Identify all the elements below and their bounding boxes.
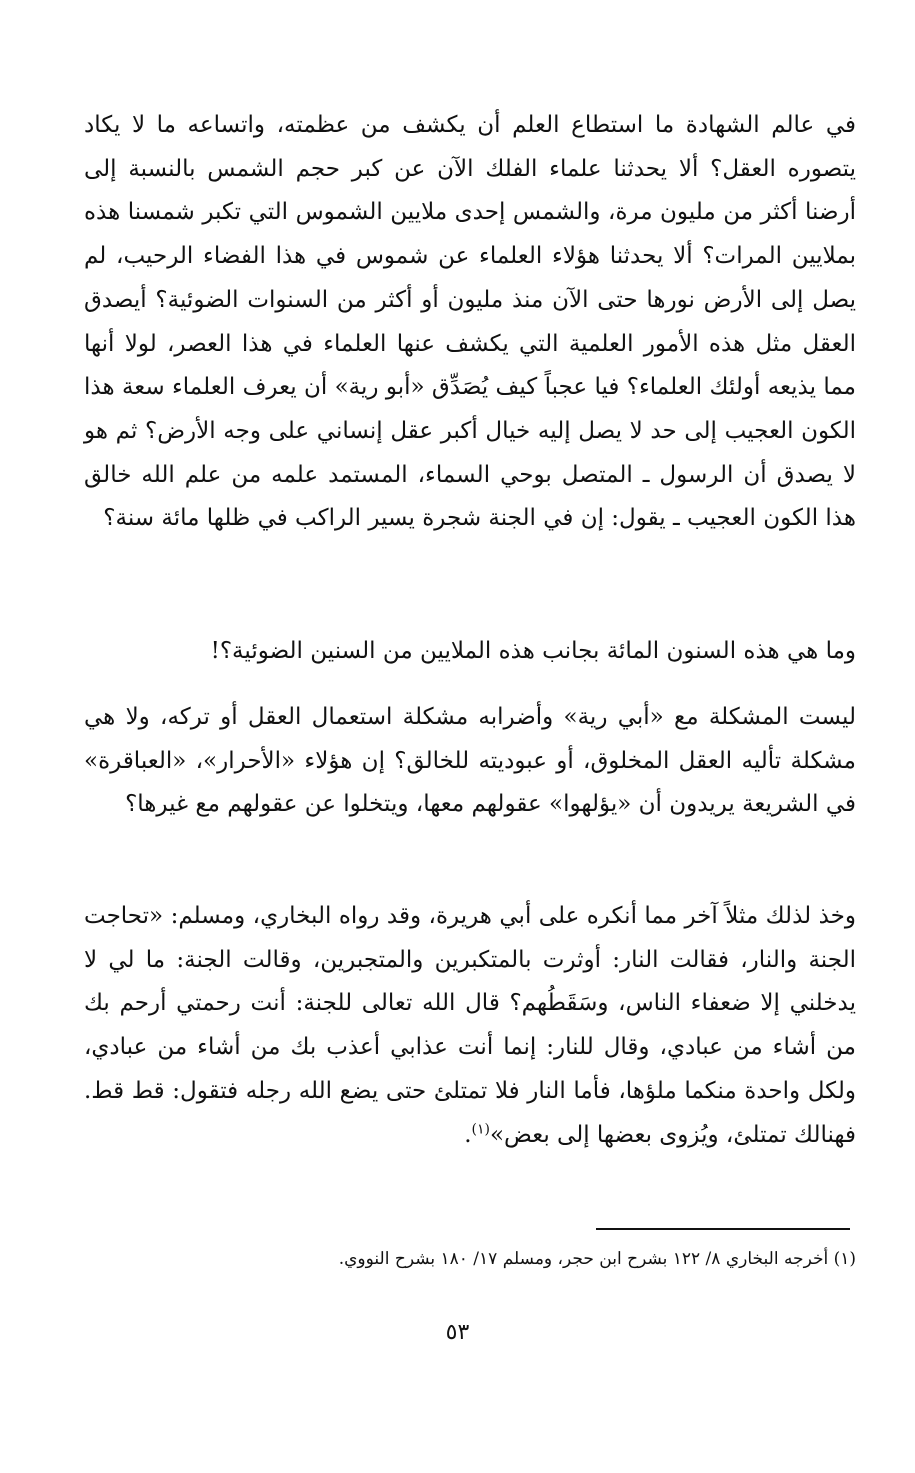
body-paragraph-2: وما هي هذه السنون المائة بجانب هذه الملايين من السنين الضوئية؟! bbox=[210, 638, 856, 664]
body-paragraph-1: في عالم الشهادة ما استطاع العلم أن يكشف من عظمته، واتساعه ما لا يكاد يتصوره العقل؟ ألا يحدثنا علماء الفلك الآن عن كبر حجم الشمس بالنسبة إلى أرضنا أكثر من مليون مرة، والشمس إحدى ملايين الشموس التي تكبر شمسنا هذه بملايين المرات؟ ألا يحدثنا هؤلاء العلماء عن شموس في هذا الفضاء الرحيب، لم يصل إلى الأرض نورها حتى الآن منذ مليون أو أكثر من السنوات الضوئية؟ أيصدق العقل مثل هذه الأمور العلمية التي يكشف عنها العلماء في هذا العصر، لولا أنها مما يذيعه أولئك العلماء؟ فيا عجباً كيف يُصَدِّق «أبو رية» أن يعرف العلماء سعة هذا الكون العجيب إلى حد لا يصل إليه خيال أكبر عقل إنساني على وجه الأرض؟ ثم هو لا يصدق أن الرسول ـ المتصل بوحي السماء، المستمد علمه من علم الله خالق هذا الكون العجيب ـ يقول: إن في الجنة شجرة يسير الراكب في ظلها مائة سنة؟ bbox=[84, 112, 856, 532]
body-paragraph-4 bbox=[84, 895, 856, 1157]
page-number: ٥٣ bbox=[445, 1320, 470, 1345]
footnote-reference[interactable]: (١) bbox=[471, 1120, 490, 1137]
footnote: (١) أخرجه البخاري ٨/ ١٢٢ بشرح ابن حجر، ومسلم ١٧/ ١٨٠ بشرح النووي. bbox=[338, 1249, 856, 1269]
body-paragraph-3: ليست المشكلة مع «أبي رية» وأضرابه مشكلة استعمال العقل أو تركه، ولا هي مشكلة تأليه العقل المخلوق، أو عبوديته للخالق؟ إن هؤلاء «الأحرار»، «العباقرة» في الشريعة يريدون أن «يؤلهوا» عقولهم معها، ويتخلوا عن عقولهم مع غيرها؟ bbox=[84, 704, 856, 818]
footnote-divider bbox=[596, 1228, 850, 1230]
paragraph-4-text: وخذ لذلك مثلاً آخر مما أنكره على أبي هريرة، وقد رواه البخاري، ومسلم: «تحاجت الجنة والنار، فقالت النار: أوثرت بالمتكبرين والمتجبرين، وقالت الجنة: ما لي لا يدخلني إلا ضعفاء الناس، وسَقَطُهم؟ قال الله تعالى للجنة: أنت رحمتي أرحم بك من أشاء من عبادي، وقال للنار: إنما أنت عذابي أعذب بك من أشاء من عبادي، ولكل واحدة منكما ملؤها، فأما النار فلا تمتلئ حتى يضع الله رجله فتقول: قط قط. فهنالك تمتلئ، ويُزوى بعضها إلى بعض» bbox=[84, 903, 856, 1148]
paragraph-4-end: . bbox=[464, 1121, 472, 1148]
